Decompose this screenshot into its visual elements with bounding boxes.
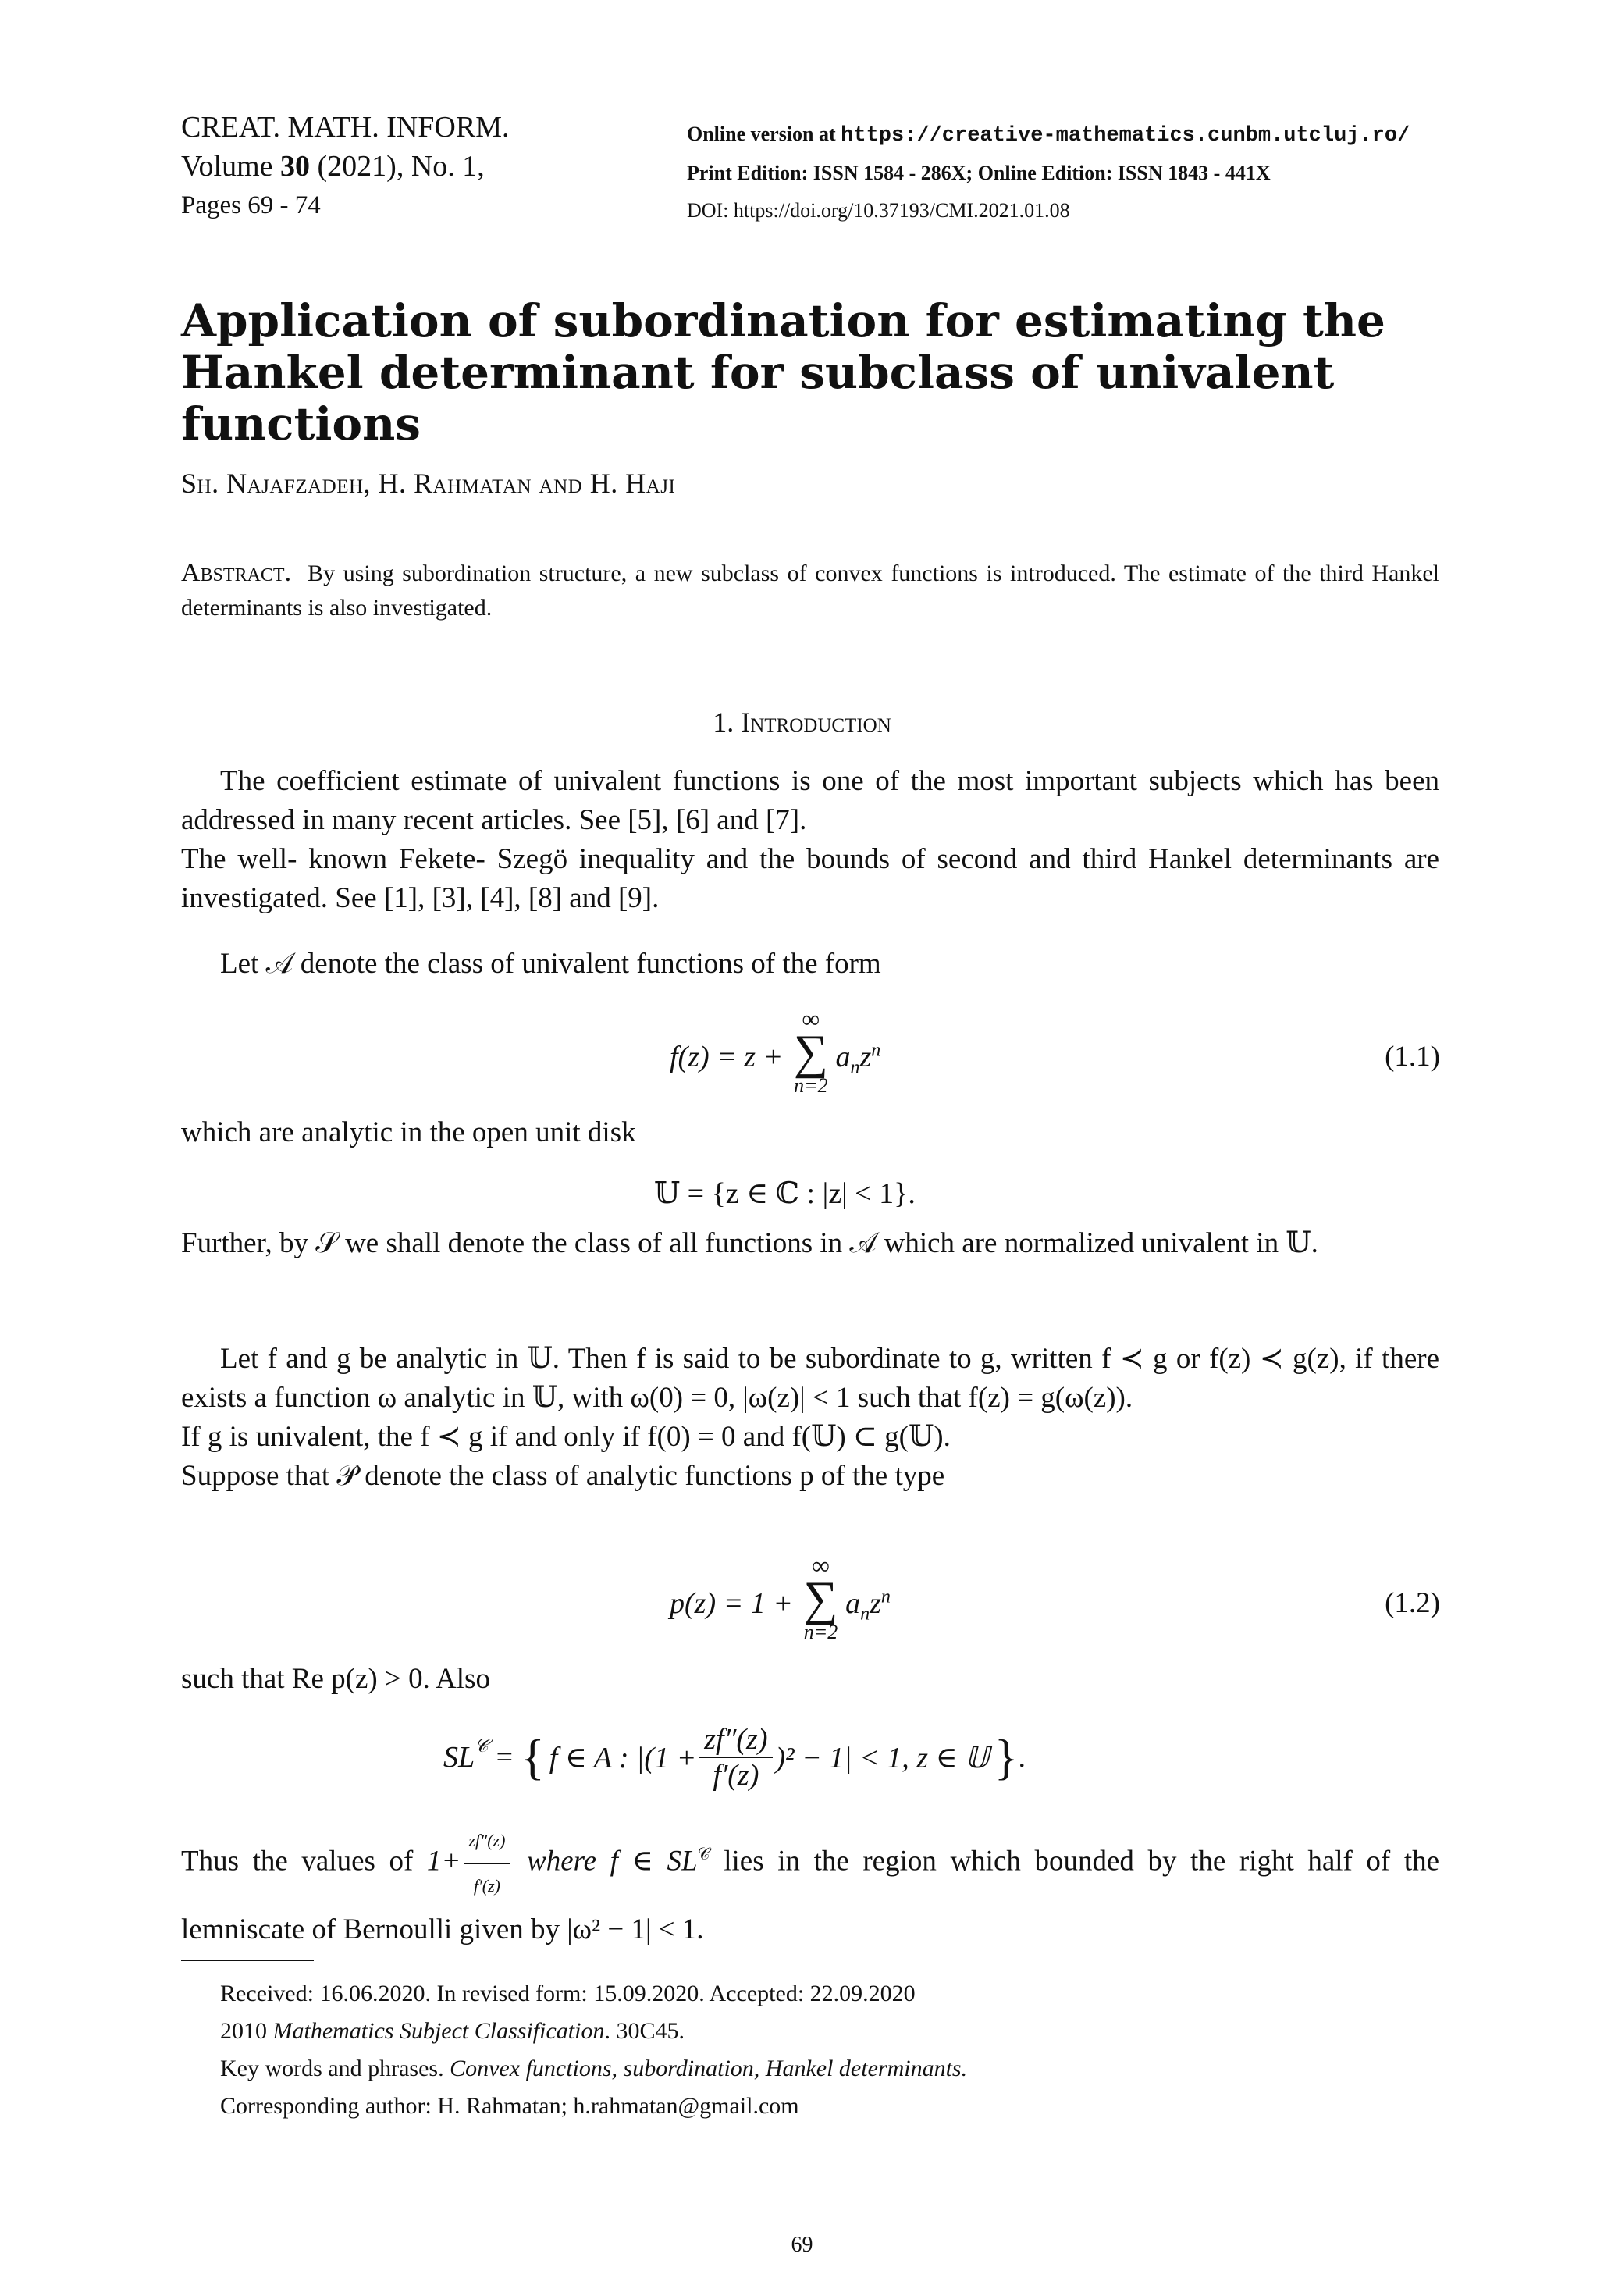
paragraph-unit-disk: which are analytic in the open unit disk xyxy=(181,1116,636,1148)
footnote-keywords: Key words and phrases. Convex functions, subordination, Hankel determinants. xyxy=(220,2056,968,2081)
journal-header xyxy=(181,108,510,225)
journal-pages: Pages 69 - 74 xyxy=(181,191,321,219)
paragraph-class-a: Let 𝒜 denote the class of univalent functions of the form xyxy=(220,948,881,980)
equation-number-1-1: (1.1) xyxy=(1385,1041,1440,1073)
edition-info xyxy=(687,116,1410,230)
online-version: Online version at https://creative-mathematics.cunbm.utcluj.ro/ xyxy=(687,123,1410,148)
fraction-z-fpp-over-fp: $\frac{zf''(z)}{f'(z)}$ xyxy=(699,1722,772,1792)
paragraph-coefficient: The coefficient estimate of univalent functions is one of the most important subjects which has been addressed in many recent articles. See [5], [6] and [7]. xyxy=(181,765,1439,836)
paragraph-class-s: Further, by 𝒮 we shall denote the class of all functions in 𝒜 which are normalized univalent in 𝕌. xyxy=(181,1227,1318,1259)
journal-name: CREAT. MATH. INFORM. xyxy=(181,111,510,144)
section-heading: 1. Introduction xyxy=(713,707,891,738)
paragraph-lemniscate: Thus the values of 1+ $\frac{zf''(z)}{f'(z)}$ where f ∈ $SL^𝒞$ lies in the region which bounded by the right half of the lemniscate of Bernoulli given by |ω² − 1| < 1. xyxy=(181,1819,1439,1952)
footnote-divider xyxy=(181,1960,314,1961)
sum-symbol: ∞ ∑ n=2 xyxy=(803,1551,838,1643)
issn-line: Print Edition: ISSN 1584 - 286X; Online Edition: ISSN 1843 - 441X xyxy=(687,162,1271,184)
page-number: 69 xyxy=(791,2233,813,2257)
online-url-link[interactable]: https://creative-mathematics.cunbm.utcluj.ro/ xyxy=(841,124,1410,148)
footnote-received: Received: 16.06.2020. In revised form: 15.09.2020. Accepted: 22.09.2020 xyxy=(220,1981,916,2006)
small-fraction: $\frac{zf''(z)}{f'(z)}$ xyxy=(464,1819,510,1908)
paper-title: Application of subordination for estimating the Hankel determinant for subclass of univalent functions xyxy=(181,294,1385,450)
footnote-msc: 2010 Mathematics Subject Classification. 30C45. xyxy=(220,2018,685,2044)
intro-paragraph xyxy=(181,762,1439,918)
paragraph-fekete: The well- known Fekete- Szegö inequality and the bounds of second and third Hankel determinants are investigated. See [1], [3], [4], [8] and [9]. xyxy=(181,843,1439,914)
paragraph-subordination: Let f and g be analytic in 𝕌. Then f is said to be subordinate to g, written f ≺ g or f(z) ≺ g(z), if there exists a function ω analytic in 𝕌, with ω(0) = 0, |ω(z)| < 1 such that f(z) = g(ω(z)). If g is univalent, the f ≺ g if and only if f(0) = 0 and f(𝕌) ⊂ g(𝕌). Suppose that 𝒫 denote the class of analytic functions p of the type xyxy=(181,1343,1439,1492)
equation-number-1-2: (1.2) xyxy=(1385,1587,1440,1619)
doi-line[interactable]: DOI: https://doi.org/10.37193/CMI.2021.01.08 xyxy=(687,199,1070,222)
paragraph-re-p: such that Re p(z) > 0. Also xyxy=(181,1663,490,1695)
abstract-label: Abstract. xyxy=(181,558,292,587)
abstract-text: By using subordination structure, a new subclass of convex functions is introduced. The estimate of the third Hankel determinants is also investigated. xyxy=(181,561,1440,621)
abstract xyxy=(181,556,1439,625)
equation-slc-definition: SL $^𝒞$ = { f ∈ A : |(1 + $\frac{zf''(z)}{f'(z)}$ )² − 1| < 1, z ∈ 𝕌 } . xyxy=(443,1723,1026,1792)
equation-unit-disk: 𝕌 = {z ∈ ℂ : |z| < 1}. xyxy=(654,1177,916,1210)
journal-volume: Volume 30 (2021), No. 1, xyxy=(181,150,485,183)
footnotes xyxy=(220,1975,967,2125)
sum-symbol: ∞ ∑ n=2 xyxy=(793,1005,828,1097)
equation-1-2: p(z) = 1 + ∞ ∑ n=2 $a_nz^n$ xyxy=(670,1551,891,1643)
equation-1-1: f(z) = z + ∞ ∑ n=2 $a_nz^n$ xyxy=(670,1005,881,1097)
author-list: Sh. Najafzadeh, H. Rahmatan and H. Haji xyxy=(181,468,676,499)
footnote-author: Corresponding author: H. Rahmatan; h.rahmatan@gmail.com xyxy=(220,2093,799,2119)
